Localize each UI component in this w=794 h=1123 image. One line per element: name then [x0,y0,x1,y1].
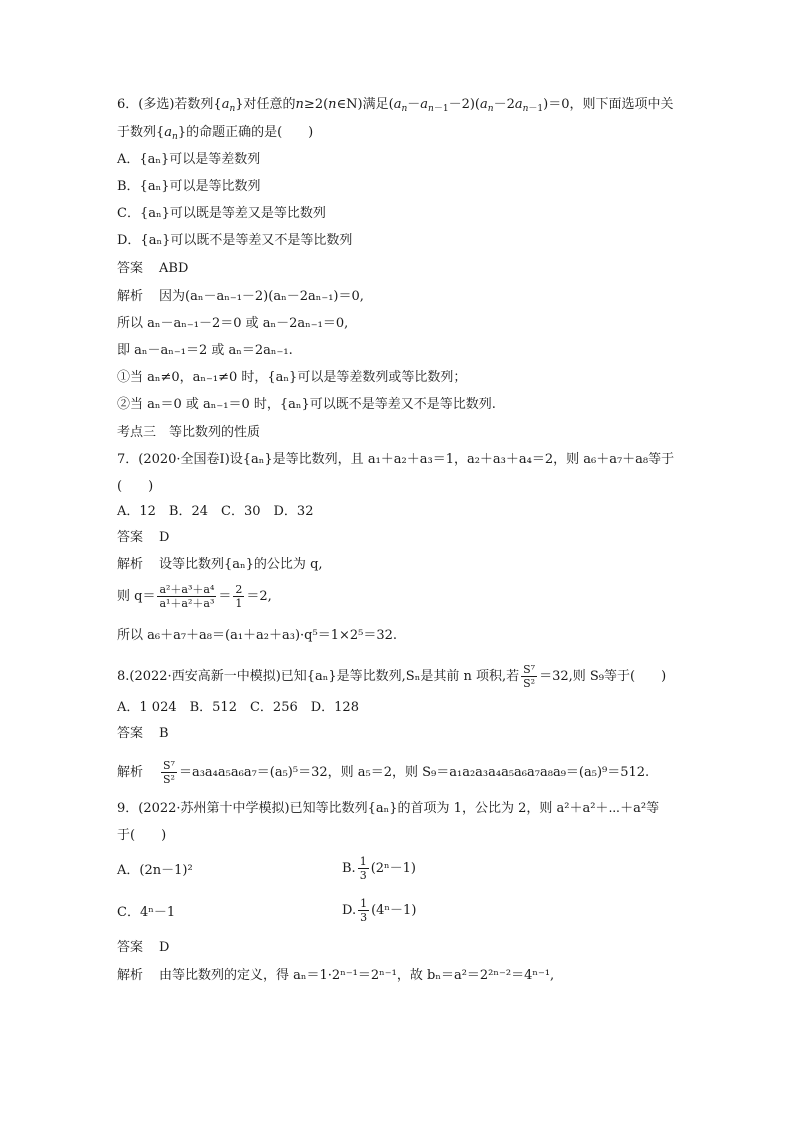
q9-optd-num: 1 [360,897,368,910]
q9-optd-fraction [358,897,369,924]
q7-analysis-2 [117,583,272,610]
q6-tail-a: 对任意的 [243,97,296,112]
q8-analysis-label: 解析 [117,765,144,780]
q7-answer-label: 答案 [117,530,144,545]
q7-stem-line2: ( ) [117,479,154,494]
q6-analysis-2: 所以 aₙ－aₙ₋₁－2＝0 或 aₙ－2aₙ₋₁＝0, [117,316,349,331]
q7-answer-value: D [159,530,170,545]
q9-option-d [342,897,416,924]
q9-stem-line2: 于( ) [117,828,167,843]
q8-analysis-frac-num: S⁷ [163,759,175,772]
q9-analysis-label: 解析 [117,968,144,983]
q7-analysis-text-1: 设等比数列{aₙ}的公比为 q, [159,557,323,572]
q9-optb-den: 3 [359,869,367,882]
q7-frac1-num: a²＋a³＋a⁴ [159,583,215,596]
q8-fraction [521,663,537,690]
q6-option-d: D．{aₙ}可以既不是等差又不是等比数列 [117,233,353,248]
q9-option-b [342,855,416,882]
q9-optd-suffix: (4ⁿ－1) [371,903,417,918]
q7-analysis-1 [117,556,323,574]
q6-analysis-1 [117,288,364,306]
q6-option-b: B．{aₙ}可以是等比数列 [117,179,261,194]
q7-frac2-den: 1 [235,597,243,610]
q6-analysis-5: ②当 aₙ＝0 或 aₙ₋₁＝0 时，{aₙ}可以既不是等差又不是等比数列. [117,397,496,412]
q6-stem-line1: 6．(多选)若数列$\{a_n\}$对任意的n≥2(n∈N)满足$(a_n-a_{n-1}-2)(a_n-2a_{n-1})=0$，则下面选项中关 [117,97,674,114]
q9-analysis-text: 由等比数列的定义，得 aₙ＝1·2ⁿ⁻¹＝2ⁿ⁻¹，故 bₙ＝a²＝2²ⁿ⁻²＝4ⁿ⁻¹, [159,968,555,983]
q9-analysis [117,967,554,985]
q7-analysis2-suffix: ＝2, [246,589,272,604]
q8-stem [117,663,666,690]
q6-analysis-4: ①当 aₙ≠0，aₙ₋₁≠0 时，{aₙ}可以是等差数列或等比数列； [117,370,467,385]
q9-optb-fraction [358,855,369,882]
section-heading: 考点三 等比数列的性质 [117,425,261,440]
q7-answer [117,529,169,547]
q7-analysis2-prefix: 则 q＝ [117,589,156,604]
q8-answer-value: B [159,726,169,741]
q7-stem-line1: 7．(2020·全国卷Ⅰ)设{aₙ}是等比数列，且 a₁＋a₂＋a₃＝1，a₂＋a₃＋a₄＝2，则 a₆＋a₇＋a₈等于 [117,452,675,467]
q6-line2: 于数列{ [117,125,165,140]
q8-analysis [117,759,649,786]
q9-option-a: A．(2n－1)² [117,863,193,878]
q9-answer-value: D [159,940,170,955]
q9-optb-num: 1 [359,855,367,868]
q8-prefix: 8.(2022·西安高新一中模拟)已知{aₙ}是等比数列,Sₙ是其前 n 项积,若 [117,669,520,684]
q7-eq: ＝ [218,589,232,604]
q8-suffix: ＝32,则 S₉等于( ) [539,669,667,684]
q7-fraction-2 [233,583,244,610]
q6-stem-line2: 于数列$\{a_n\}$的命题正确的是( ) [117,125,314,142]
q8-analysis-fraction [161,759,177,786]
q8-frac-num: S⁷ [523,663,536,676]
q6-tail-b: 满足( [362,97,394,112]
q7-frac1-den: a¹＋a²＋a³ [159,597,215,610]
q6-answer-value: ABD [159,261,189,276]
q7-fraction-1 [157,583,216,610]
q6-option-c: C．{aₙ}可以既是等差又是等比数列 [117,206,326,221]
q8-analysis-text: ＝a₃a₄a₅a₆a₇＝(a₅)⁵＝32，则 a₅＝2，则 S₉＝a₁a₂a₃a₄a₅a₆a₇a₈a₉＝(a₅)⁹＝512. [178,765,650,780]
q7-options: A．12 B．24 C．30 D．32 [117,504,314,519]
q6-answer-label: 答案 [117,261,144,276]
q6-line2-tail: }的命题正确的是( ) [177,125,314,140]
q9-stem-line1: 9．(2022·苏州第十中学模拟)已知等比数列{aₙ}的首项为 1，公比为 2，则 a²＋a²＋⋯＋a²等 [117,801,660,816]
q9-optd-den: 3 [360,911,368,924]
q8-analysis-frac-den: S² [163,773,175,786]
q6-analysis-text-1: 因为(aₙ－aₙ₋₁－2)(aₙ－2aₙ₋₁)＝0, [159,289,364,304]
q6-answer [117,260,188,278]
q9-option-c: C．4ⁿ－1 [117,905,176,920]
q6-option-a: A．{aₙ}可以是等差数列 [117,152,261,167]
q6-analysis-3: 即 aₙ－aₙ₋₁＝2 或 aₙ＝2aₙ₋₁. [117,343,293,358]
q9-optd-prefix: D. [342,903,357,918]
q9-answer [117,939,169,957]
q7-analysis-label: 解析 [117,557,144,572]
q8-options: A．1 024 B．512 C．256 D．128 [117,700,359,715]
q8-frac-den: S² [523,677,536,690]
q8-answer [117,725,169,743]
q9-answer-label: 答案 [117,940,144,955]
q7-frac2-num: 2 [235,583,243,596]
q6-prefix: 6．(多选)若数列{ [117,97,222,112]
q7-analysis-3: 所以 a₆＋a₇＋a₈＝(a₁＋a₂＋a₃)·q⁵＝1×2⁵＝32. [117,628,398,643]
q9-optb-suffix: (2ⁿ－1) [370,861,416,876]
q6-analysis-label: 解析 [117,289,144,304]
q9-optb-prefix: B. [342,861,356,876]
q8-answer-label: 答案 [117,726,144,741]
